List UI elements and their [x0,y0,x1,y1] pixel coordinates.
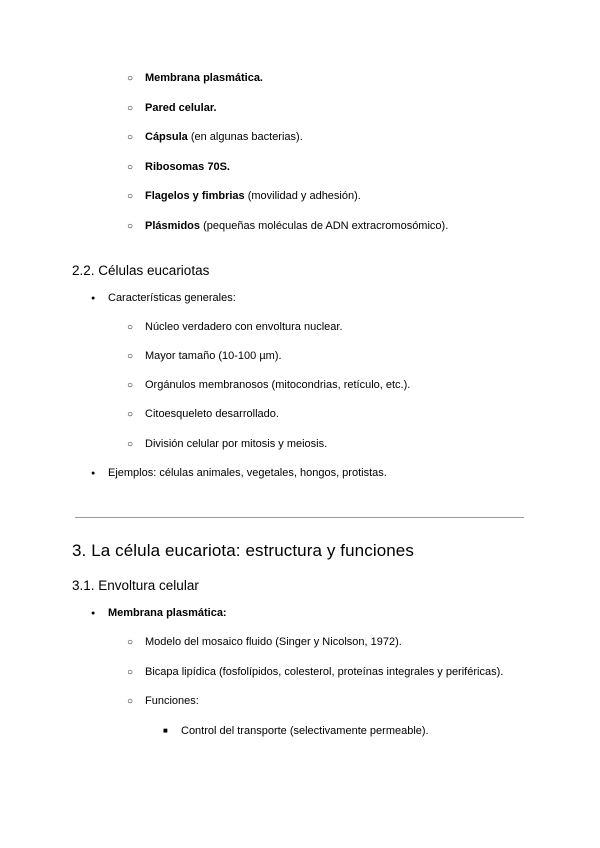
membrane-item: Modelo del mosaico fluido (Singer y Nicolson, 1972). [145,636,402,648]
characteristic-item: Orgánulos membranosos (mitocondrias, retículo, etc.). [145,379,411,391]
prokaryote-item: Plásmidos (pequeñas moléculas de ADN extracromosómico). [145,220,449,232]
circle-bullet-icon [127,220,133,233]
section-3-title: 3. La célula eucariota: estructura y funciones [72,541,414,560]
function-item: Control del transporte (selectivamente permeable). [181,725,429,737]
disc-bullet-icon [91,608,95,622]
square-bullet-icon [163,725,168,738]
characteristic-item: Mayor tamaño (10-100 µm). [145,350,282,362]
circle-bullet-icon [127,72,133,85]
heading-cell-envelope: 3.1. Envoltura celular [72,578,199,593]
characteristic-item: Citoesqueleto desarrollado. [145,408,279,420]
general-characteristics-label: Características generales: [108,292,236,304]
disc-bullet-icon [91,293,95,307]
membrane-item: Funciones: [145,695,199,707]
membrane-label: Membrana plasmática: [108,607,227,619]
circle-bullet-icon [127,408,133,421]
circle-bullet-icon [127,131,133,144]
horizontal-divider [75,517,524,518]
circle-bullet-icon [127,190,133,203]
characteristic-item: Núcleo verdadero con envoltura nuclear. [145,321,343,333]
characteristic-item: División celular por mitosis y meiosis. [145,438,328,450]
circle-bullet-icon [127,321,133,334]
prokaryote-item: Pared celular. [145,102,217,114]
circle-bullet-icon [127,438,133,451]
circle-bullet-icon [127,636,133,649]
prokaryote-item: Cápsula (en algunas bacterias). [145,131,303,143]
heading-eukaryotic-cells: 2.2. Células eucariotas [72,263,210,278]
circle-bullet-icon [127,350,133,363]
prokaryote-item: Ribosomas 70S. [145,161,230,173]
examples-item: Ejemplos: células animales, vegetales, hongos, protistas. [108,467,387,479]
circle-bullet-icon [127,161,133,174]
circle-bullet-icon [127,695,133,708]
membrane-item: Bicapa lipídica (fosfolípidos, colesterol, proteínas integrales y periféricas). [145,666,504,678]
circle-bullet-icon [127,379,133,392]
disc-bullet-icon [91,468,95,482]
prokaryote-item: Flagelos y fimbrias (movilidad y adhesión). [145,190,361,202]
prokaryote-item: Membrana plasmática. [145,72,263,84]
circle-bullet-icon [127,666,133,679]
circle-bullet-icon [127,102,133,115]
